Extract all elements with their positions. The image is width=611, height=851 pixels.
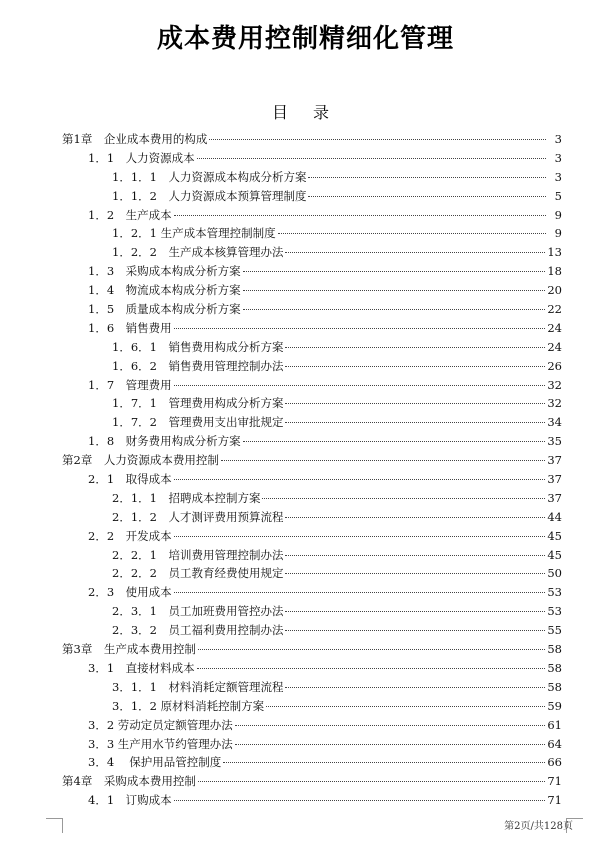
toc-entry-label: 第1章 企业成本费用的构成	[62, 132, 208, 146]
toc-entry-page: 58	[547, 679, 562, 694]
toc-dot-leader	[221, 460, 546, 461]
document-title: 成本费用控制精细化管理	[156, 24, 454, 54]
toc-entry-page: 26	[547, 358, 562, 373]
toc-entry[interactable]	[62, 772, 562, 791]
toc-entry[interactable]	[62, 697, 562, 716]
toc-dot-leader	[243, 441, 546, 442]
toc-entry-label: 2．2．2 员工教育经费使用规定	[112, 566, 284, 581]
toc-dot-leader	[278, 233, 546, 234]
toc-entry[interactable]	[62, 149, 562, 168]
toc-entry-page: 34	[547, 415, 562, 430]
toc-entry-label: 1．6 销售费用	[88, 320, 172, 335]
toc-entry[interactable]	[62, 791, 562, 810]
toc-dot-leader	[285, 573, 545, 574]
toc-entry[interactable]	[62, 338, 562, 357]
toc-entry[interactable]	[62, 583, 562, 602]
toc-entry[interactable]	[62, 640, 562, 659]
toc-heading: 目 录	[271, 103, 340, 122]
toc-dot-leader	[266, 706, 545, 707]
toc-dot-leader	[198, 781, 546, 782]
toc-dot-leader	[174, 536, 546, 537]
toc-entry[interactable]	[62, 470, 562, 489]
toc-entry-label: 3．4 保护用品管控制度	[88, 755, 222, 770]
toc-entry-label: 1．3 采购成本构成分析方案	[88, 264, 241, 279]
toc-entry-page: 3	[554, 132, 562, 146]
toc-entry-page: 3	[554, 169, 562, 184]
toc-dot-leader	[285, 422, 545, 423]
toc-entry-label: 1．1 人力资源成本	[88, 150, 195, 165]
toc-entry-page: 24	[547, 339, 562, 354]
toc-entry-page: 55	[547, 623, 562, 638]
toc-entry[interactable]	[62, 678, 562, 697]
toc-entry-page: 18	[547, 264, 562, 279]
toc-entry[interactable]	[62, 451, 562, 470]
toc-dot-leader	[174, 328, 546, 329]
toc-entry[interactable]	[62, 735, 562, 754]
toc-dot-leader	[235, 744, 546, 745]
toc-entry-page: 50	[547, 566, 562, 581]
toc-entry[interactable]	[62, 357, 562, 376]
crop-mark-left	[46, 818, 63, 833]
toc-entry-page: 22	[547, 302, 562, 317]
toc-entry[interactable]	[62, 564, 562, 583]
table-of-contents	[62, 130, 562, 810]
toc-entry-page: 24	[547, 320, 562, 335]
toc-dot-leader	[174, 479, 546, 480]
toc-dot-leader	[285, 366, 545, 367]
toc-entry[interactable]	[62, 546, 562, 565]
toc-dot-leader	[308, 177, 546, 178]
toc-dot-leader	[209, 139, 546, 140]
toc-entry[interactable]	[62, 621, 562, 640]
toc-entry-page: 44	[547, 509, 562, 524]
toc-entry-page: 37	[547, 453, 562, 468]
toc-dot-leader	[285, 611, 545, 612]
toc-entry-label: 2．3．2 员工福利费用控制办法	[112, 623, 284, 638]
toc-entry-page: 32	[547, 396, 562, 411]
toc-entry-label: 1．2 生产成本	[88, 207, 172, 222]
toc-entry[interactable]	[62, 376, 562, 395]
toc-entry-label: 1．6．2 销售费用管理控制办法	[112, 358, 284, 373]
toc-entry[interactable]	[62, 432, 562, 451]
toc-entry-label: 3．1．1 材料消耗定额管理流程	[112, 679, 284, 694]
toc-entry[interactable]	[62, 187, 562, 206]
toc-dot-leader	[285, 555, 545, 556]
toc-entry-label: 1．1．2 人力资源成本预算管理制度	[112, 188, 307, 203]
toc-dot-leader	[285, 687, 545, 688]
toc-entry[interactable]	[62, 489, 562, 508]
toc-entry[interactable]	[62, 716, 562, 735]
toc-entry-page: 37	[547, 490, 562, 505]
toc-entry-page: 53	[547, 585, 562, 600]
toc-dot-leader	[308, 196, 546, 197]
toc-entry-label: 3．3 生产用水节约管理办法	[88, 736, 233, 751]
toc-entry-label: 1．2．1 生产成本管理控制制度	[112, 226, 276, 241]
toc-dot-leader	[243, 309, 546, 310]
toc-entry-page: 59	[547, 698, 562, 713]
toc-entry-page: 45	[547, 528, 562, 543]
toc-entry-label: 2．1．1 招聘成本控制方案	[112, 490, 261, 505]
footer-page-number: 第2页/共128页	[504, 821, 573, 832]
toc-dot-leader	[285, 347, 545, 348]
toc-entry-page: 3	[554, 150, 562, 165]
toc-entry-label: 2．2．1 培训费用管理控制办法	[112, 547, 284, 562]
toc-entry-label: 1．7．1 管理费用构成分析方案	[112, 396, 284, 411]
toc-dot-leader	[174, 215, 546, 216]
toc-entry-label: 1．1．1 人力资源成本构成分析方案	[112, 169, 307, 184]
toc-entry-label: 1．7．2 管理费用支出审批规定	[112, 415, 284, 430]
toc-entry-page: 9	[554, 226, 562, 241]
toc-entry-label: 1．2．2 生产成本核算管理办法	[112, 245, 284, 260]
toc-entry-page: 5	[554, 188, 562, 203]
toc-entry-label: 1．5 质量成本构成分析方案	[88, 302, 241, 317]
toc-entry-label: 1．7 管理费用	[88, 377, 172, 392]
toc-entry-label: 2．1 取得成本	[88, 472, 172, 487]
toc-entry[interactable]	[62, 130, 562, 149]
toc-entry-label: 第2章 人力资源成本费用控制	[62, 453, 219, 468]
toc-entry[interactable]	[62, 753, 562, 772]
toc-entry-page: 9	[554, 207, 562, 222]
toc-entry[interactable]	[62, 224, 562, 243]
toc-entry-page: 13	[547, 245, 562, 260]
toc-entry-page: 71	[547, 793, 562, 808]
toc-entry[interactable]	[62, 394, 562, 413]
toc-entry[interactable]	[62, 319, 562, 338]
toc-entry-label: 4．1 订购成本	[88, 793, 172, 808]
toc-dot-leader	[197, 158, 546, 159]
toc-entry-label: 1．6．1 销售费用构成分析方案	[112, 339, 284, 354]
toc-entry-label: 第3章 生产成本费用控制	[62, 642, 196, 657]
toc-entry-page: 58	[547, 660, 562, 675]
toc-entry-page: 58	[547, 642, 562, 657]
toc-dot-leader	[285, 252, 545, 253]
toc-entry[interactable]	[62, 168, 562, 187]
toc-entry[interactable]	[62, 602, 562, 621]
toc-dot-leader	[174, 592, 546, 593]
toc-dot-leader	[285, 403, 545, 404]
toc-entry-page: 66	[547, 755, 562, 770]
toc-entry-label: 1．8 财务费用构成分析方案	[88, 434, 241, 449]
toc-entry-label: 3．2 劳动定员定额管理办法	[88, 717, 233, 732]
toc-dot-leader	[285, 630, 545, 631]
toc-dot-leader	[235, 725, 546, 726]
toc-entry-page: 61	[547, 717, 562, 732]
toc-entry[interactable]	[62, 243, 562, 262]
toc-entry-page: 20	[547, 283, 562, 298]
toc-entry-page: 64	[547, 736, 562, 751]
toc-dot-leader	[174, 800, 546, 801]
toc-entry-label: 3．1．2 原材料消耗控制方案	[112, 698, 265, 713]
toc-dot-leader	[243, 271, 546, 272]
toc-entry-label: 2．1．2 人才测评费用预算流程	[112, 509, 284, 524]
toc-dot-leader	[285, 517, 545, 518]
toc-entry[interactable]	[62, 659, 562, 678]
toc-dot-leader	[243, 290, 546, 291]
toc-dot-leader	[174, 385, 546, 386]
toc-dot-leader	[198, 649, 546, 650]
toc-entry-page: 35	[547, 434, 562, 449]
toc-entry[interactable]	[62, 281, 562, 300]
toc-dot-leader	[223, 762, 545, 763]
toc-dot-leader	[197, 668, 546, 669]
toc-entry[interactable]	[62, 206, 562, 225]
toc-entry-label: 第4章 采购成本费用控制	[62, 774, 196, 789]
toc-entry-page: 37	[547, 472, 562, 487]
toc-entry[interactable]	[62, 262, 562, 281]
toc-entry-label: 2．3．1 员工加班费用管控办法	[112, 604, 284, 619]
toc-entry-page: 71	[547, 774, 562, 789]
toc-entry-page: 45	[547, 547, 562, 562]
toc-entry-page: 53	[547, 604, 562, 619]
toc-entry[interactable]	[62, 413, 562, 432]
toc-entry[interactable]	[62, 508, 562, 527]
toc-entry-label: 1．4 物流成本构成分析方案	[88, 283, 241, 298]
toc-entry[interactable]	[62, 527, 562, 546]
toc-entry-label: 3．1 直接材料成本	[88, 660, 195, 675]
toc-dot-leader	[262, 498, 545, 499]
toc-entry-label: 2．3 使用成本	[88, 585, 172, 600]
toc-entry-page: 32	[547, 377, 562, 392]
toc-entry[interactable]	[62, 300, 562, 319]
toc-entry-label: 2．2 开发成本	[88, 528, 172, 543]
